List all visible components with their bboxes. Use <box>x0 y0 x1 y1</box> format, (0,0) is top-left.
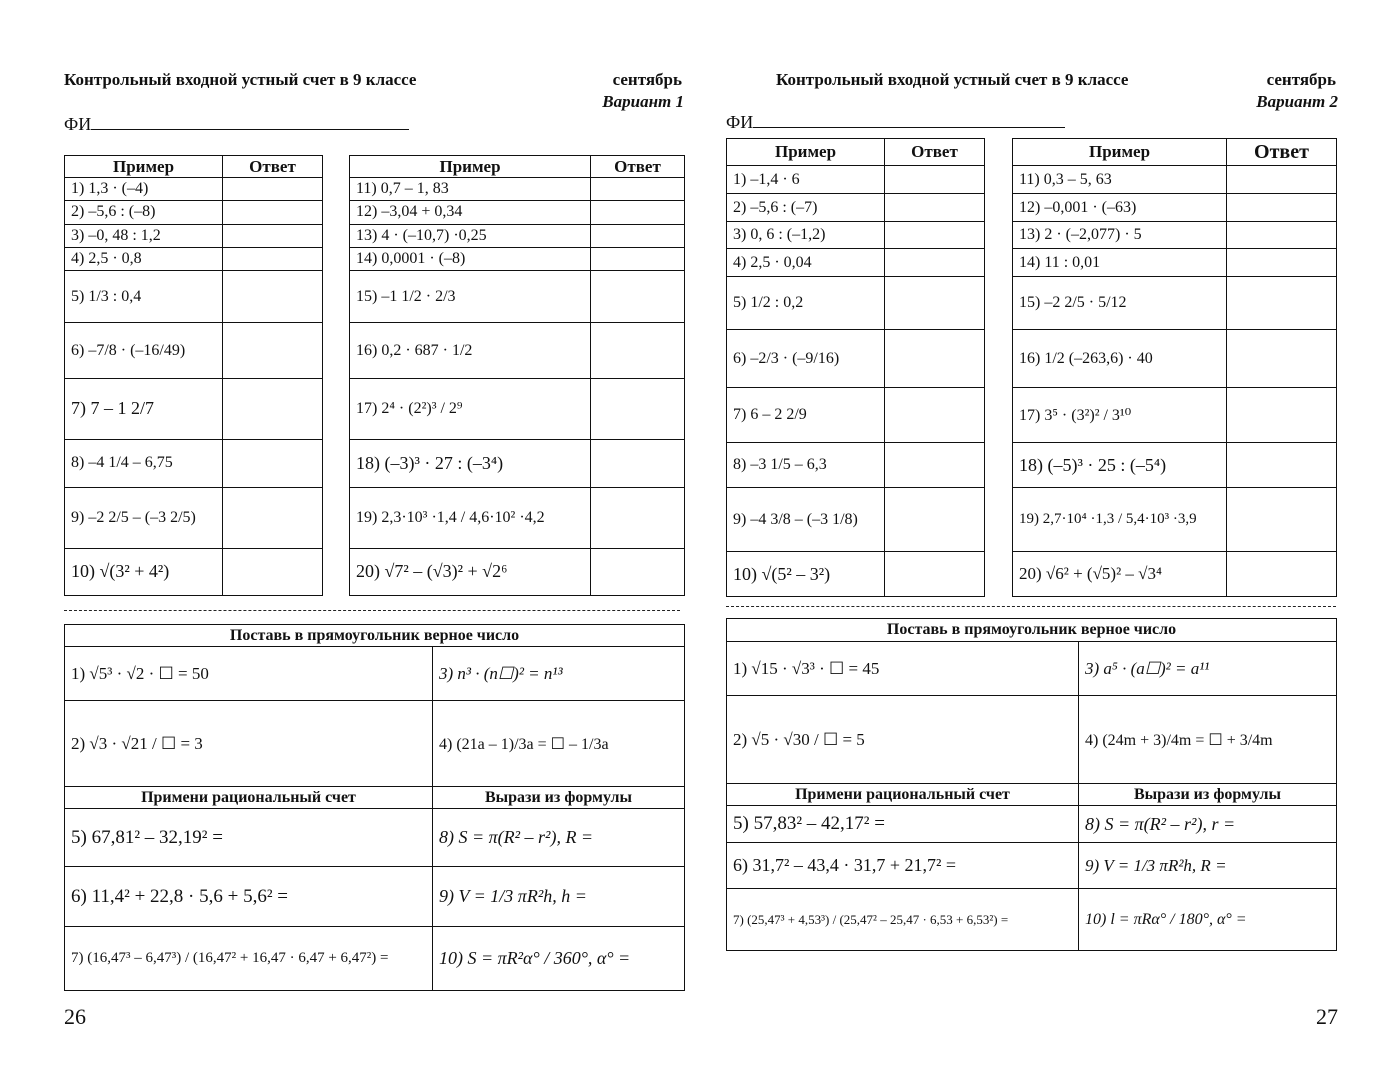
examples-table-right <box>1012 138 1337 597</box>
answer-cell[interactable] <box>223 271 323 323</box>
answer-cell[interactable] <box>591 439 685 487</box>
example-cell: 2) –5,6 : (–7) <box>727 194 885 222</box>
column-header-answer: Ответ <box>885 139 985 166</box>
answer-cell[interactable] <box>1227 552 1337 597</box>
formula-task: 9) V = 1/3 πR²h, h = <box>433 867 685 927</box>
answer-cell[interactable] <box>1227 388 1337 443</box>
answer-cell[interactable] <box>1227 249 1337 277</box>
answer-cell[interactable] <box>1227 488 1337 552</box>
example-cell: 16) 1/2 (–263,6) · 40 <box>1013 330 1227 388</box>
fill-box-task: 2) √5 · √30 / ☐ = 5 <box>727 696 1079 784</box>
name-field[interactable] <box>64 114 409 135</box>
answer-cell[interactable] <box>591 247 685 270</box>
column-header-example: Пример <box>1013 139 1227 166</box>
rational-task: 6) 11,4² + 22,8 · 5,6 + 5,6² = <box>65 867 433 927</box>
task-table <box>726 618 1337 951</box>
answer-cell[interactable] <box>885 277 985 330</box>
fill-box-task: 4) (21a – 1)/3a = ☐ – 1/3a <box>433 701 685 787</box>
example-cell: 8) –3 1/5 – 6,3 <box>727 443 885 488</box>
formula-task: 10) S = πR²α° / 360°, α° = <box>433 927 685 991</box>
section-heading-formulas: Вырази из формулы <box>433 787 685 809</box>
section-heading-fill-box: Поставь в прямоугольник верное число <box>65 625 685 647</box>
section-heading-formulas: Вырази из формулы <box>1079 784 1337 806</box>
example-cell: 10) √(3² + 4²) <box>65 548 223 596</box>
example-cell: 7) 7 – 1 2/7 <box>65 378 223 439</box>
answer-cell[interactable] <box>885 388 985 443</box>
column-header-answer: Ответ <box>1227 139 1337 166</box>
example-cell: 2) –5,6 : (–8) <box>65 201 223 224</box>
example-cell: 16) 0,2 · 687 · 1/2 <box>350 323 591 379</box>
rational-task: 5) 67,81² – 32,19² = <box>65 809 433 867</box>
rational-task: 5) 57,83² – 42,17² = <box>727 806 1079 843</box>
answer-cell[interactable] <box>885 166 985 194</box>
variant-label: Вариант 2 <box>1256 92 1338 111</box>
variant-label: Вариант 1 <box>602 92 684 111</box>
cut-line <box>64 610 680 611</box>
example-cell: 20) √6² + (√5)² – √3⁴ <box>1013 552 1227 597</box>
example-cell: 3) 0, 6 : (–1,2) <box>727 222 885 249</box>
page-variant-2 <box>698 0 1396 1080</box>
example-cell: 19) 2,7·10⁴ ·1,3 / 5,4·10³ ·3,9 <box>1013 488 1227 552</box>
answer-cell[interactable] <box>885 443 985 488</box>
example-cell: 20) √7² – (√3)² + √2⁶ <box>350 548 591 596</box>
rational-task: 7) (16,47³ – 6,47³) / (16,47² + 16,47 · 6,47 + 6,47²) = <box>65 927 433 991</box>
answer-cell[interactable] <box>885 194 985 222</box>
example-cell: 4) 2,5 · 0,04 <box>727 249 885 277</box>
example-cell: 1) 1,3 · (–4) <box>65 178 223 201</box>
example-cell: 12) –0,001 · (–63) <box>1013 194 1227 222</box>
example-cell: 15) –1 1/2 · 2/3 <box>350 271 591 323</box>
answer-cell[interactable] <box>223 439 323 487</box>
answer-cell[interactable] <box>223 487 323 548</box>
section-heading-rational: Примени рациональный счет <box>65 787 433 809</box>
example-cell: 19) 2,3·10³ ·1,4 / 4,6·10² ·4,2 <box>350 487 591 548</box>
fill-box-task: 4) (24m + 3)/4m = ☐ + 3/4m <box>1079 696 1337 784</box>
example-cell: 14) 0,0001 · (–8) <box>350 247 591 270</box>
formula-task: 10) l = πRα° / 180°, α° = <box>1079 889 1337 951</box>
column-header-example: Пример <box>350 156 591 178</box>
answer-cell[interactable] <box>223 247 323 270</box>
example-cell: 10) √(5² – 3²) <box>727 552 885 597</box>
examples-table-left <box>726 138 985 597</box>
example-cell: 15) –2 2/5 · 5/12 <box>1013 277 1227 330</box>
rational-task: 6) 31,7² – 43,4 · 31,7 + 21,7² = <box>727 843 1079 889</box>
fill-box-task: 3) a⁵ · (a☐)² = a¹¹ <box>1079 642 1337 696</box>
answer-cell[interactable] <box>591 548 685 596</box>
column-header-example: Пример <box>727 139 885 166</box>
example-cell: 1) –1,4 · 6 <box>727 166 885 194</box>
example-cell: 18) (–5)³ · 25 : (–5⁴) <box>1013 443 1227 488</box>
task-table <box>64 624 685 991</box>
answer-cell[interactable] <box>1227 194 1337 222</box>
examples-table-left <box>64 155 323 596</box>
example-cell: 12) –3,04 + 0,34 <box>350 201 591 224</box>
answer-cell[interactable] <box>223 201 323 224</box>
example-cell: 6) –2/3 · (–9/16) <box>727 330 885 388</box>
example-cell: 11) 0,7 – 1, 83 <box>350 178 591 201</box>
fill-box-task: 2) √3 · √21 / ☐ = 3 <box>65 701 433 787</box>
page-title: Контрольный входной устный счет в 9 классе <box>64 70 417 89</box>
name-field-label: ФИ <box>726 112 754 132</box>
month-label: сентябрь <box>612 70 682 89</box>
answer-cell[interactable] <box>591 224 685 247</box>
name-field-label: ФИ <box>64 114 92 134</box>
answer-cell[interactable] <box>223 178 323 201</box>
answer-cell[interactable] <box>885 222 985 249</box>
cut-line <box>726 606 1336 607</box>
answer-cell[interactable] <box>1227 443 1337 488</box>
example-cell: 9) –2 2/5 – (–3 2/5) <box>65 487 223 548</box>
answer-cell[interactable] <box>223 548 323 596</box>
section-heading-rational: Примени рациональный счет <box>727 784 1079 806</box>
formula-task: 9) V = 1/3 πR²h, R = <box>1079 843 1337 889</box>
example-cell: 17) 3⁵ · (3²)² / 3¹⁰ <box>1013 388 1227 443</box>
answer-cell[interactable] <box>591 201 685 224</box>
answer-cell[interactable] <box>885 330 985 388</box>
example-cell: 4) 2,5 · 0,8 <box>65 247 223 270</box>
answer-cell[interactable] <box>591 487 685 548</box>
example-cell: 18) (–3)³ · 27 : (–3⁴) <box>350 439 591 487</box>
example-cell: 5) 1/3 : 0,4 <box>65 271 223 323</box>
month-label: сентябрь <box>1266 70 1336 89</box>
page-number: 26 <box>64 1004 86 1029</box>
page-title: Контрольный входной устный счет в 9 классе <box>776 70 1129 89</box>
example-cell: 14) 11 : 0,01 <box>1013 249 1227 277</box>
section-heading-fill-box: Поставь в прямоугольник верное число <box>727 619 1337 642</box>
answer-cell[interactable] <box>591 323 685 379</box>
example-cell: 6) –7/8 · (–16/49) <box>65 323 223 379</box>
answer-cell[interactable] <box>223 323 323 379</box>
name-field[interactable] <box>726 112 1065 133</box>
formula-task: 8) S = π(R² – r²), r = <box>1079 806 1337 843</box>
answer-cell[interactable] <box>591 178 685 201</box>
example-cell: 9) –4 3/8 – (–3 1/8) <box>727 488 885 552</box>
answer-cell[interactable] <box>885 552 985 597</box>
answer-cell[interactable] <box>885 488 985 552</box>
fill-box-task: 3) n³ · (n☐)² = n¹³ <box>433 647 685 701</box>
example-cell: 17) 2⁴ · (2²)³ / 2⁹ <box>350 378 591 439</box>
answer-cell[interactable] <box>1227 277 1337 330</box>
example-cell: 13) 4 · (–10,7) ·0,25 <box>350 224 591 247</box>
example-cell: 5) 1/2 : 0,2 <box>727 277 885 330</box>
column-header-answer: Ответ <box>591 156 685 178</box>
column-header-example: Пример <box>65 156 223 178</box>
fill-box-task: 1) √15 · √3³ · ☐ = 45 <box>727 642 1079 696</box>
answer-cell[interactable] <box>1227 222 1337 249</box>
answer-cell[interactable] <box>591 378 685 439</box>
example-cell: 3) –0, 48 : 1,2 <box>65 224 223 247</box>
examples-table-right <box>349 155 685 596</box>
formula-task: 8) S = π(R² – r²), R = <box>433 809 685 867</box>
answer-cell[interactable] <box>885 249 985 277</box>
fill-box-task: 1) √5³ · √2 · ☐ = 50 <box>65 647 433 701</box>
answer-cell[interactable] <box>1227 330 1337 388</box>
page-number: 27 <box>1316 1004 1338 1029</box>
example-cell: 11) 0,3 – 5, 63 <box>1013 166 1227 194</box>
example-cell: 7) 6 – 2 2/9 <box>727 388 885 443</box>
example-cell: 13) 2 · (–2,077) · 5 <box>1013 222 1227 249</box>
answer-cell[interactable] <box>1227 166 1337 194</box>
answer-cell[interactable] <box>223 224 323 247</box>
answer-cell[interactable] <box>223 378 323 439</box>
example-cell: 8) –4 1/4 – 6,75 <box>65 439 223 487</box>
rational-task: 7) (25,47³ + 4,53³) / (25,47² – 25,47 · 6,53 + 6,53²) = <box>727 889 1079 951</box>
column-header-answer: Ответ <box>223 156 323 178</box>
answer-cell[interactable] <box>591 271 685 323</box>
